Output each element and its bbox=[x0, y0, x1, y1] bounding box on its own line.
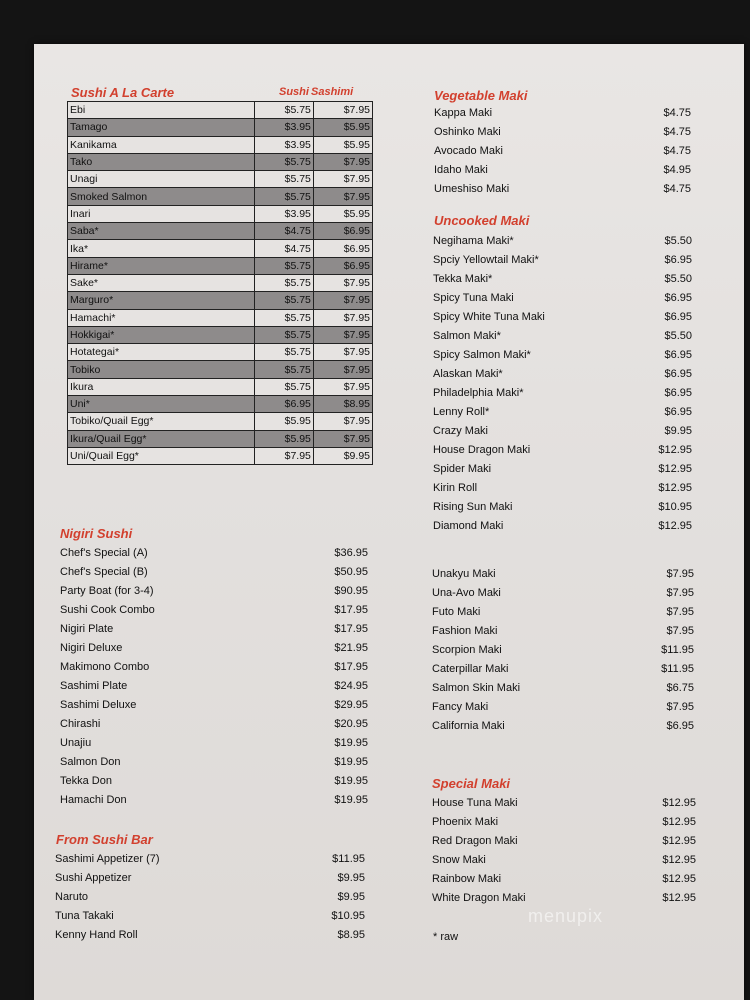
sushi-price: $3.95 bbox=[254, 119, 313, 136]
item-name: Sake* bbox=[68, 274, 255, 291]
list-item bbox=[55, 888, 365, 907]
table-row bbox=[68, 378, 373, 395]
item-price: $7.95 bbox=[666, 587, 694, 599]
list-item bbox=[433, 441, 692, 460]
sashimi-price: $7.95 bbox=[313, 153, 372, 170]
sashimi-price: $7.95 bbox=[313, 430, 372, 447]
item-price: $50.95 bbox=[334, 566, 368, 578]
item-name: Spider Maki bbox=[433, 463, 492, 475]
sushi-price: $6.95 bbox=[254, 396, 313, 413]
list-item bbox=[433, 460, 692, 479]
raw-footnote: * raw bbox=[433, 931, 459, 943]
sushi-price: $4.75 bbox=[254, 223, 313, 240]
table-row bbox=[68, 153, 373, 170]
item-name: Ika* bbox=[68, 240, 255, 257]
item-price: $90.95 bbox=[334, 585, 368, 597]
list-item bbox=[433, 384, 692, 403]
item-price: $9.95 bbox=[337, 872, 365, 884]
list-item bbox=[434, 104, 691, 123]
list-item bbox=[433, 365, 692, 384]
item-name: Salmon Don bbox=[60, 756, 121, 768]
sushi-price: $5.75 bbox=[254, 326, 313, 343]
sushi-price: $5.75 bbox=[254, 344, 313, 361]
item-price: $17.95 bbox=[334, 623, 368, 635]
list-item bbox=[434, 142, 691, 161]
item-name: Party Boat (for 3-4) bbox=[60, 585, 154, 597]
item-price: $11.95 bbox=[661, 644, 694, 656]
item-name: California Maki bbox=[432, 720, 505, 732]
list-item bbox=[55, 850, 365, 869]
table-row bbox=[68, 257, 373, 274]
sushi-price: $5.75 bbox=[254, 102, 313, 119]
item-price: $17.95 bbox=[334, 604, 368, 616]
item-name: Phoenix Maki bbox=[432, 816, 499, 828]
item-name: Futo Maki bbox=[432, 606, 481, 618]
list-item bbox=[432, 794, 696, 813]
sushi-price: $5.95 bbox=[254, 430, 313, 447]
item-name: Kenny Hand Roll bbox=[55, 929, 138, 941]
item-price: $24.95 bbox=[334, 680, 368, 692]
list-item bbox=[60, 582, 368, 601]
item-price: $19.95 bbox=[334, 775, 368, 787]
item-price: $5.50 bbox=[664, 235, 692, 247]
sashimi-price: $7.95 bbox=[313, 188, 372, 205]
item-name: Marguro* bbox=[68, 292, 255, 309]
item-price: $6.95 bbox=[664, 406, 692, 418]
list-item bbox=[434, 180, 691, 199]
list-item bbox=[60, 791, 368, 810]
list-item bbox=[432, 603, 694, 622]
list-item bbox=[433, 327, 692, 346]
sashimi-price: $7.95 bbox=[313, 274, 372, 291]
list-item bbox=[433, 403, 692, 422]
item-price: $7.95 bbox=[666, 568, 694, 580]
item-price: $17.95 bbox=[334, 661, 368, 673]
list-item bbox=[432, 851, 696, 870]
list-item bbox=[60, 544, 368, 563]
item-price: $7.95 bbox=[666, 606, 694, 618]
item-price: $4.75 bbox=[663, 126, 691, 138]
item-price: $19.95 bbox=[334, 794, 368, 806]
item-name: Scorpion Maki bbox=[432, 644, 502, 656]
list-item bbox=[433, 346, 692, 365]
cooked-maki-list bbox=[432, 565, 694, 736]
section-title-vegetable-maki: Vegetable Maki bbox=[434, 88, 528, 103]
table-row bbox=[68, 309, 373, 326]
item-price: $5.50 bbox=[664, 330, 692, 342]
item-name: Hokkigai* bbox=[68, 326, 255, 343]
sashimi-price: $5.95 bbox=[313, 119, 372, 136]
item-price: $6.95 bbox=[664, 368, 692, 380]
item-name: Chef's Special (A) bbox=[60, 547, 148, 559]
sushi-price: $5.75 bbox=[254, 361, 313, 378]
item-name: Uni* bbox=[68, 396, 255, 413]
item-name: Ikura/Quail Egg* bbox=[68, 430, 255, 447]
sashimi-price: $6.95 bbox=[313, 223, 372, 240]
item-price: $21.95 bbox=[334, 642, 368, 654]
sashimi-price: $8.95 bbox=[313, 396, 372, 413]
list-item bbox=[432, 813, 696, 832]
item-name: Kanikama bbox=[68, 136, 255, 153]
list-item bbox=[432, 679, 694, 698]
sashimi-price: $5.95 bbox=[313, 205, 372, 222]
item-name: Chirashi bbox=[60, 718, 101, 730]
table-row bbox=[68, 344, 373, 361]
item-name: Chef's Special (B) bbox=[60, 566, 148, 578]
item-name: Saba* bbox=[68, 223, 255, 240]
item-price: $12.95 bbox=[658, 482, 692, 494]
item-price: $4.75 bbox=[663, 183, 691, 195]
item-price: $20.95 bbox=[334, 718, 368, 730]
item-name: Crazy Maki bbox=[433, 425, 489, 437]
item-name: Unagi bbox=[68, 171, 255, 188]
item-name: Salmon Maki* bbox=[433, 330, 501, 342]
item-price: $12.95 bbox=[658, 520, 692, 532]
sashimi-price: $7.95 bbox=[313, 292, 372, 309]
item-name: Salmon Skin Maki bbox=[432, 682, 521, 694]
item-name: Nigiri Deluxe bbox=[60, 642, 123, 654]
list-item bbox=[60, 620, 368, 639]
item-name: Hirame* bbox=[68, 257, 255, 274]
list-item bbox=[432, 717, 694, 736]
sushi-price: $5.75 bbox=[254, 292, 313, 309]
table-row bbox=[68, 292, 373, 309]
item-price: $12.95 bbox=[662, 797, 696, 809]
item-name: Naruto bbox=[55, 891, 89, 903]
item-name: Caterpillar Maki bbox=[432, 663, 509, 675]
item-name: Tobiko bbox=[68, 361, 255, 378]
uncooked-maki-list bbox=[433, 232, 692, 536]
sushi-price: $5.75 bbox=[254, 257, 313, 274]
sashimi-price: $7.95 bbox=[313, 361, 372, 378]
table-row bbox=[68, 326, 373, 343]
item-price: $6.95 bbox=[664, 387, 692, 399]
sushi-price: $5.75 bbox=[254, 378, 313, 395]
item-name: Tuna Takaki bbox=[55, 910, 114, 922]
item-name: Fancy Maki bbox=[432, 701, 489, 713]
item-price: $12.95 bbox=[662, 816, 696, 828]
item-name: Tamago bbox=[68, 119, 255, 136]
item-price: $6.95 bbox=[664, 254, 692, 266]
table-row bbox=[68, 223, 373, 240]
item-name: Sashimi Appetizer (7) bbox=[55, 853, 160, 865]
item-price: $6.75 bbox=[666, 682, 694, 694]
item-name: Lenny Roll* bbox=[433, 406, 490, 418]
item-price: $10.95 bbox=[331, 910, 365, 922]
table-row bbox=[68, 413, 373, 430]
sushi-price: $5.95 bbox=[254, 413, 313, 430]
sashimi-price: $5.95 bbox=[313, 136, 372, 153]
section-title-uncooked-maki: Uncooked Maki bbox=[434, 213, 530, 228]
section-title-nigiri-sushi: Nigiri Sushi bbox=[60, 526, 133, 541]
list-item bbox=[433, 517, 692, 536]
item-price: $7.95 bbox=[666, 701, 694, 713]
sashimi-price: $7.95 bbox=[313, 344, 372, 361]
table-row bbox=[68, 171, 373, 188]
sushi-price: $5.75 bbox=[254, 309, 313, 326]
item-name: Tekka Maki* bbox=[433, 273, 493, 285]
item-name: Spicy Tuna Maki bbox=[433, 292, 514, 304]
list-item bbox=[60, 753, 368, 772]
item-price: $12.95 bbox=[662, 835, 696, 847]
item-name: House Dragon Maki bbox=[433, 444, 531, 456]
table-row bbox=[68, 102, 373, 119]
a-la-carte-table bbox=[67, 101, 373, 465]
item-name: Philadelphia Maki* bbox=[433, 387, 524, 399]
item-price: $4.75 bbox=[663, 145, 691, 157]
list-item bbox=[55, 926, 365, 945]
list-item bbox=[433, 479, 692, 498]
section-title-sushi-a-la-carte: Sushi A La Carte bbox=[71, 85, 175, 100]
item-price: $12.95 bbox=[658, 463, 692, 475]
item-price: $12.95 bbox=[662, 873, 696, 885]
list-item bbox=[60, 677, 368, 696]
table-row bbox=[68, 396, 373, 413]
item-name: Hamachi* bbox=[68, 309, 255, 326]
list-item bbox=[432, 641, 694, 660]
sushi-price: $3.95 bbox=[254, 205, 313, 222]
item-name: Idaho Maki bbox=[434, 164, 488, 176]
item-price: $19.95 bbox=[334, 737, 368, 749]
sushi-price: $5.75 bbox=[254, 274, 313, 291]
special-maki-list bbox=[432, 794, 696, 908]
sushi-price: $3.95 bbox=[254, 136, 313, 153]
item-price: $11.95 bbox=[332, 853, 365, 865]
list-item bbox=[432, 622, 694, 641]
sashimi-price: $7.95 bbox=[313, 102, 372, 119]
list-item bbox=[60, 563, 368, 582]
item-name: Rising Sun Maki bbox=[433, 501, 513, 513]
col-header-sushi: Sushi bbox=[279, 86, 309, 98]
item-name: Makimono Combo bbox=[60, 661, 150, 673]
item-price: $8.95 bbox=[337, 929, 365, 941]
item-name: Kappa Maki bbox=[434, 107, 493, 119]
table-row bbox=[68, 361, 373, 378]
item-name: Hamachi Don bbox=[60, 794, 127, 806]
item-name: Unajiu bbox=[60, 737, 92, 749]
item-name: Spicy White Tuna Maki bbox=[433, 311, 545, 323]
list-item bbox=[433, 422, 692, 441]
item-name: Avocado Maki bbox=[434, 145, 503, 157]
table-row bbox=[68, 240, 373, 257]
item-price: $6.95 bbox=[664, 349, 692, 361]
item-name: Negihama Maki* bbox=[433, 235, 514, 247]
item-price: $9.95 bbox=[664, 425, 692, 437]
list-item bbox=[432, 584, 694, 603]
item-price: $12.95 bbox=[662, 854, 696, 866]
item-name: Uni/Quail Egg* bbox=[68, 447, 255, 464]
item-price: $12.95 bbox=[662, 892, 696, 904]
item-price: $11.95 bbox=[661, 663, 694, 675]
list-item bbox=[432, 660, 694, 679]
list-item bbox=[55, 907, 365, 926]
list-item bbox=[432, 870, 696, 889]
item-price: $19.95 bbox=[334, 756, 368, 768]
list-item bbox=[434, 123, 691, 142]
item-name: Sashimi Plate bbox=[60, 680, 128, 692]
item-name: Snow Maki bbox=[432, 854, 486, 866]
item-name: Una-Avo Maki bbox=[432, 587, 501, 599]
list-item bbox=[60, 715, 368, 734]
list-item bbox=[432, 832, 696, 851]
sashimi-price: $6.95 bbox=[313, 240, 372, 257]
item-name: Inari bbox=[68, 205, 255, 222]
sashimi-price: $7.95 bbox=[313, 171, 372, 188]
item-price: $4.75 bbox=[663, 107, 691, 119]
list-item bbox=[433, 289, 692, 308]
item-price: $5.50 bbox=[664, 273, 692, 285]
section-title-special-maki: Special Maki bbox=[432, 776, 511, 791]
sashimi-price: $6.95 bbox=[313, 257, 372, 274]
list-item bbox=[60, 696, 368, 715]
item-price: $10.95 bbox=[658, 501, 692, 513]
watermark-logo: menupix bbox=[528, 906, 604, 926]
col-header-sashimi: Sashimi bbox=[311, 86, 354, 98]
item-name: Oshinko Maki bbox=[434, 126, 501, 138]
item-price: $6.95 bbox=[664, 311, 692, 323]
nigiri-list bbox=[60, 544, 368, 810]
item-name: Sashimi Deluxe bbox=[60, 699, 137, 711]
carte-column-headers bbox=[279, 86, 353, 98]
sushi-price: $5.75 bbox=[254, 171, 313, 188]
sushi-price: $5.75 bbox=[254, 153, 313, 170]
item-name: Sushi Appetizer bbox=[55, 872, 132, 884]
sashimi-price: $9.95 bbox=[313, 447, 372, 464]
item-price: $29.95 bbox=[334, 699, 368, 711]
list-item bbox=[60, 734, 368, 753]
item-name: Ikura bbox=[68, 378, 255, 395]
item-price: $12.95 bbox=[658, 444, 692, 456]
item-name: Fashion Maki bbox=[432, 625, 498, 637]
item-name: Tekka Don bbox=[60, 775, 112, 787]
item-name: Spicy Salmon Maki* bbox=[433, 349, 531, 361]
item-price: $36.95 bbox=[334, 547, 368, 559]
item-name: Tobiko/Quail Egg* bbox=[68, 413, 255, 430]
table-row bbox=[68, 136, 373, 153]
list-item bbox=[433, 232, 692, 251]
sashimi-price: $7.95 bbox=[313, 326, 372, 343]
sashimi-price: $7.95 bbox=[313, 378, 372, 395]
list-item bbox=[60, 601, 368, 620]
item-name: Kirin Roll bbox=[433, 482, 478, 494]
item-name: Unakyu Maki bbox=[432, 568, 496, 580]
table-row bbox=[68, 119, 373, 136]
list-item bbox=[433, 498, 692, 517]
item-name: Hotategai* bbox=[68, 344, 255, 361]
table-row bbox=[68, 205, 373, 222]
item-name: Umeshiso Maki bbox=[434, 183, 510, 195]
sushi-price: $4.75 bbox=[254, 240, 313, 257]
list-item bbox=[434, 161, 691, 180]
item-price: $9.95 bbox=[337, 891, 365, 903]
item-price: $6.95 bbox=[664, 292, 692, 304]
item-name: House Tuna Maki bbox=[432, 797, 518, 809]
item-name: Spciy Yellowtail Maki* bbox=[433, 254, 539, 266]
sushi-price: $7.95 bbox=[254, 447, 313, 464]
sashimi-price: $7.95 bbox=[313, 309, 372, 326]
list-item bbox=[433, 308, 692, 327]
item-price: $6.95 bbox=[666, 720, 694, 732]
list-item bbox=[60, 639, 368, 658]
list-item bbox=[55, 869, 365, 888]
item-name: Ebi bbox=[68, 102, 255, 119]
list-item bbox=[60, 658, 368, 677]
table-row bbox=[68, 447, 373, 464]
section-title-from-sushi-bar: From Sushi Bar bbox=[56, 832, 153, 847]
list-item bbox=[60, 772, 368, 791]
item-name: Smoked Salmon bbox=[68, 188, 255, 205]
item-name: White Dragon Maki bbox=[432, 892, 526, 904]
sashimi-price: $7.95 bbox=[313, 413, 372, 430]
table-row bbox=[68, 188, 373, 205]
item-name: Tako bbox=[68, 153, 255, 170]
list-item bbox=[432, 698, 694, 717]
item-name: Sushi Cook Combo bbox=[60, 604, 155, 616]
item-name: Diamond Maki bbox=[433, 520, 504, 532]
item-name: Rainbow Maki bbox=[432, 873, 502, 885]
item-price: $4.95 bbox=[663, 164, 691, 176]
list-item bbox=[433, 270, 692, 289]
table-row bbox=[68, 274, 373, 291]
table-row bbox=[68, 430, 373, 447]
sushi-price: $5.75 bbox=[254, 188, 313, 205]
item-name: Nigiri Plate bbox=[60, 623, 114, 635]
list-item bbox=[432, 565, 694, 584]
list-item bbox=[433, 251, 692, 270]
item-price: $7.95 bbox=[666, 625, 694, 637]
sushi-bar-list bbox=[55, 850, 365, 945]
item-name: Red Dragon Maki bbox=[432, 835, 518, 847]
vegetable-maki-list bbox=[434, 104, 691, 199]
item-name: Alaskan Maki* bbox=[433, 368, 503, 380]
